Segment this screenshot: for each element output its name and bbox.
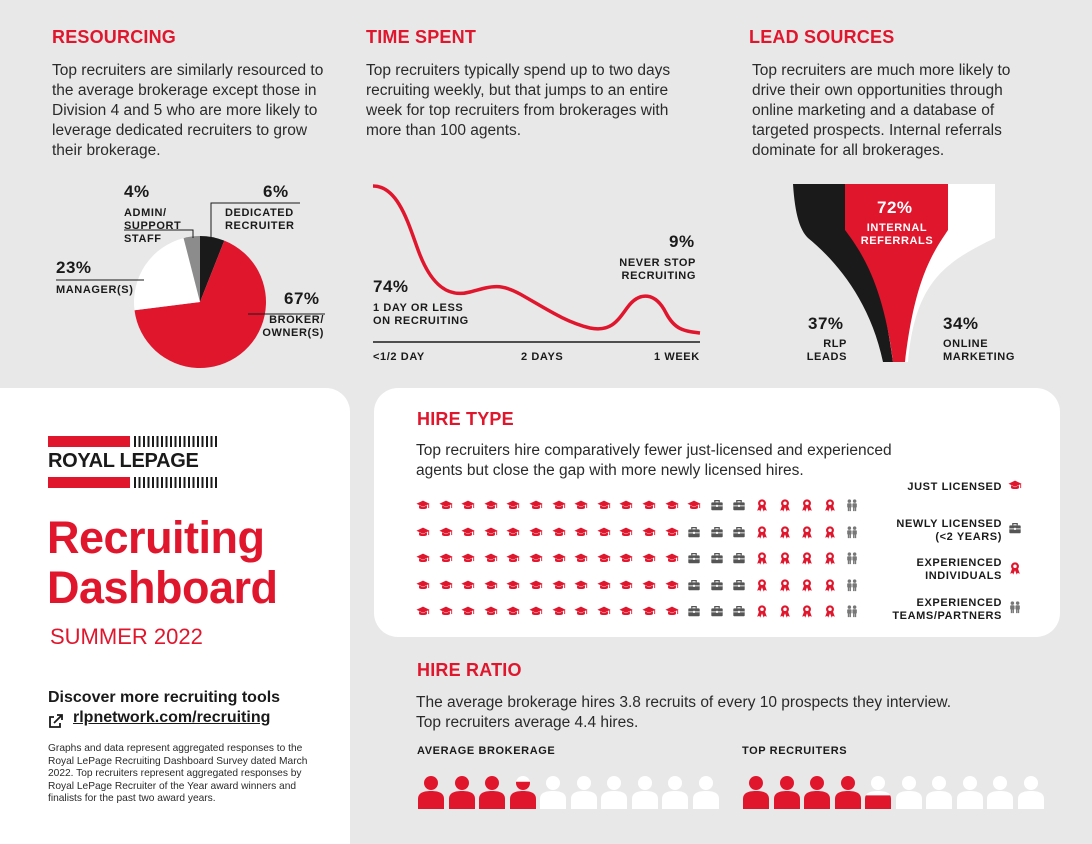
person-icon <box>956 775 984 809</box>
person-icon <box>895 775 923 809</box>
briefcase-icon <box>732 525 746 544</box>
graduation-cap-icon <box>416 525 430 544</box>
graduation-cap-icon <box>529 604 543 623</box>
time-callout-9-label: NEVER STOP RECRUITING <box>619 257 696 282</box>
hire-type-icon-grid <box>416 498 866 623</box>
pie-label-manager-pct: 23% <box>56 258 92 277</box>
briefcase-icon <box>687 604 701 623</box>
graduation-cap-icon <box>642 604 656 623</box>
graduation-cap-icon <box>552 498 566 517</box>
graduation-cap-icon <box>619 498 633 517</box>
graduation-cap-icon <box>461 551 475 570</box>
graduation-cap-icon <box>642 525 656 544</box>
graduation-cap-icon <box>506 604 520 623</box>
graduation-cap-icon <box>642 551 656 570</box>
person-icon <box>570 775 598 809</box>
graduation-cap-icon <box>552 578 566 597</box>
person-icon <box>539 775 567 809</box>
time-axis-start: <1/2 DAY <box>373 351 425 363</box>
time-axis-end: 1 WEEK <box>654 351 700 363</box>
briefcase-icon <box>687 525 701 544</box>
team-icon <box>845 578 859 597</box>
award-ribbon-icon <box>755 525 769 544</box>
lead-online-pct: 34% <box>943 314 979 333</box>
graduation-cap-icon <box>597 578 611 597</box>
graduation-cap-icon <box>484 604 498 623</box>
hire-ratio-text-line2: Top recruiters average 4.4 hires. <box>416 714 639 731</box>
discover-heading: Discover more recruiting tools <box>48 689 281 706</box>
award-ribbon-icon <box>778 551 792 570</box>
briefcase-icon <box>710 578 724 597</box>
graduation-cap-icon <box>597 525 611 544</box>
briefcase-icon <box>687 551 701 570</box>
time-spent-text: Top recruiters typically spend up to two days recruiting weekly, but that jumps to an entire week for top recruiters from brokerages with more than 100 agents. <box>366 62 671 139</box>
dashboard-title-line1: Recruiting <box>47 512 265 563</box>
lead-online-label: ONLINE MARKETING <box>943 338 1016 363</box>
graduation-cap-icon <box>484 498 498 517</box>
hire-type-title: HIRE TYPE <box>417 409 514 429</box>
graduation-cap-icon <box>506 498 520 517</box>
dashboard-title-line2: Dashboard <box>47 562 278 613</box>
resourcing-text: Top recruiters are similarly resourced to the average brokerage except those in Division 4 and 5 who are more likely to leverage dedicated recruiters to grow their brokerage. <box>52 62 324 159</box>
graduation-cap-icon <box>529 551 543 570</box>
graduation-cap-icon <box>552 551 566 570</box>
hire-ratio-title: HIRE RATIO <box>417 660 522 680</box>
award-ribbon-icon <box>755 498 769 517</box>
graduation-cap-icon <box>416 551 430 570</box>
avg-brokerage-label: AVERAGE BROKERAGE <box>417 745 556 757</box>
pie-label-broker-pct: 67% <box>284 289 320 308</box>
team-icon <box>845 604 859 623</box>
award-ribbon-icon <box>823 578 837 597</box>
legend-item <box>890 557 1022 583</box>
award-ribbon-icon <box>778 525 792 544</box>
time-axis-mid: 2 DAYS <box>521 351 564 363</box>
graduation-cap-icon <box>461 578 475 597</box>
award-ribbon-icon <box>800 578 814 597</box>
graduation-cap-icon <box>665 525 679 544</box>
award-ribbon-icon <box>755 604 769 623</box>
person-icon <box>600 775 628 809</box>
graduation-cap-icon <box>484 525 498 544</box>
time-spent-title: TIME SPENT <box>366 27 477 47</box>
pie-label-dedicated-pct: 6% <box>263 182 289 201</box>
team-icon <box>1008 600 1022 619</box>
top-recruiters-people <box>742 775 1042 810</box>
award-ribbon-icon <box>755 551 769 570</box>
pie-label-dedicated: DEDICATED RECRUITER <box>225 207 295 232</box>
briefcase-icon <box>710 551 724 570</box>
time-callout-9-pct: 9% <box>669 232 695 251</box>
lead-rlp-pct: 37% <box>808 314 844 333</box>
graduation-cap-icon <box>597 551 611 570</box>
graduation-cap-icon <box>642 498 656 517</box>
graduation-cap-icon <box>642 578 656 597</box>
graduation-cap-icon <box>529 525 543 544</box>
graduation-cap-icon <box>574 498 588 517</box>
briefcase-icon <box>732 551 746 570</box>
lead-rlp-label: RLP LEADS <box>806 338 847 363</box>
award-ribbon-icon <box>778 604 792 623</box>
award-ribbon-icon <box>800 498 814 517</box>
person-icon <box>661 775 689 809</box>
team-icon <box>845 551 859 570</box>
award-ribbon-icon <box>800 551 814 570</box>
graduation-cap-icon <box>529 498 543 517</box>
legend-label: EXPERIENCED INDIVIDUALS <box>916 557 1002 582</box>
award-ribbon-icon <box>778 578 792 597</box>
person-icon <box>834 775 862 809</box>
team-icon <box>845 525 859 544</box>
award-ribbon-icon <box>823 604 837 623</box>
graduation-cap-icon <box>529 578 543 597</box>
legend-label: EXPERIENCED TEAMS/PARTNERS <box>892 596 1002 622</box>
award-ribbon-icon <box>823 498 837 517</box>
award-ribbon-icon <box>755 578 769 597</box>
briefcase-icon <box>687 578 701 597</box>
person-icon <box>692 775 720 809</box>
lead-internal-pct: 72% <box>877 198 913 217</box>
briefcase-icon <box>732 604 746 623</box>
graduation-cap-icon <box>439 498 453 517</box>
time-callout-74-pct: 74% <box>373 277 409 296</box>
graduation-cap-icon <box>619 578 633 597</box>
graduation-cap-icon <box>461 498 475 517</box>
award-ribbon-icon <box>800 604 814 623</box>
lead-sources-text: Top recruiters are much more likely to drive their own opportunities through online marketing and a database of targeted prospects. Internal referrals dominate for all brokerages. <box>752 62 1011 159</box>
graduation-cap-icon <box>506 551 520 570</box>
award-ribbon-icon <box>823 525 837 544</box>
pie-label-manager: MANAGER(S) <box>56 284 134 296</box>
graduation-cap-icon <box>461 525 475 544</box>
briefcase-icon <box>732 498 746 517</box>
legend-item <box>890 597 1022 623</box>
graduation-cap-icon <box>665 578 679 597</box>
person-icon <box>448 775 476 809</box>
external-link-icon <box>48 713 64 729</box>
graduation-cap-icon <box>506 525 520 544</box>
graduation-cap-icon <box>439 525 453 544</box>
graduation-cap-icon <box>619 525 633 544</box>
recruiting-link[interactable]: rlpnetwork.com/recruiting <box>73 709 271 726</box>
graduation-cap-icon <box>574 578 588 597</box>
legend-label: JUST LICENSED <box>907 481 1002 493</box>
graduation-cap-icon <box>1008 478 1022 497</box>
avg-brokerage-people <box>417 775 717 810</box>
graduation-cap-icon <box>484 578 498 597</box>
award-ribbon-icon <box>778 498 792 517</box>
graduation-cap-icon <box>619 551 633 570</box>
briefcase-icon <box>710 525 724 544</box>
graduation-cap-icon <box>574 604 588 623</box>
graduation-cap-icon <box>665 498 679 517</box>
graduation-cap-icon <box>574 525 588 544</box>
graduation-cap-icon <box>687 498 701 517</box>
graduation-cap-icon <box>439 604 453 623</box>
person-icon <box>803 775 831 809</box>
graduation-cap-icon <box>506 578 520 597</box>
graduation-cap-icon <box>619 604 633 623</box>
team-icon <box>845 498 859 517</box>
logo-wordmark: ROYAL LEPAGE <box>48 450 199 472</box>
legend-item <box>890 518 1022 544</box>
person-icon <box>1017 775 1045 809</box>
person-icon <box>864 775 892 809</box>
footnote: Graphs and data represent aggregated responses to the Royal LePage Recruiting Dashboard Survey dated March 2022. Top recruiters represent aggregated responses by Royal LePage Recruiter of the Year award winners and finalists for the past two award years. <box>48 743 308 804</box>
pie-label-admin: ADMIN/ SUPPORT STAFF <box>124 207 182 245</box>
briefcase-icon <box>710 604 724 623</box>
royal-lepage-logo <box>48 436 218 488</box>
person-icon <box>509 775 537 809</box>
graduation-cap-icon <box>416 604 430 623</box>
pie-label-broker: BROKER/ OWNER(S) <box>262 314 324 339</box>
lead-sources-title: LEAD SOURCES <box>749 27 895 47</box>
graduation-cap-icon <box>552 604 566 623</box>
person-icon <box>478 775 506 809</box>
hire-type-legend <box>870 478 1022 623</box>
season-label: SUMMER 2022 <box>50 624 203 649</box>
graduation-cap-icon <box>597 604 611 623</box>
briefcase-icon <box>710 498 724 517</box>
graduation-cap-icon <box>552 525 566 544</box>
hire-type-text: Top recruiters hire comparatively fewer just-licensed and experienced agents but close the gap with more newly licensed hires. <box>416 442 892 479</box>
legend-label: NEWLY LICENSED (<2 YEARS) <box>896 517 1002 543</box>
person-icon <box>631 775 659 809</box>
top-recruiters-label: TOP RECRUITERS <box>742 745 848 757</box>
graduation-cap-icon <box>574 551 588 570</box>
time-callout-74-label: 1 DAY OR LESS ON RECRUITING <box>373 302 469 327</box>
person-icon <box>773 775 801 809</box>
briefcase-icon <box>732 578 746 597</box>
graduation-cap-icon <box>484 551 498 570</box>
graduation-cap-icon <box>439 551 453 570</box>
lead-sources-funnel <box>0 0 1092 380</box>
person-icon <box>742 775 770 809</box>
hire-ratio-text-line1: The average brokerage hires 3.8 recruits of every 10 prospects they interview. <box>416 694 952 711</box>
award-ribbon-icon <box>800 525 814 544</box>
award-ribbon-icon <box>823 551 837 570</box>
graduation-cap-icon <box>416 578 430 597</box>
person-icon <box>925 775 953 809</box>
lead-internal-label: INTERNAL REFERRALS <box>860 222 934 247</box>
resourcing-title: RESOURCING <box>52 27 177 47</box>
award-ribbon-icon <box>1008 561 1022 580</box>
person-icon <box>417 775 445 809</box>
graduation-cap-icon <box>597 498 611 517</box>
graduation-cap-icon <box>665 604 679 623</box>
graduation-cap-icon <box>416 498 430 517</box>
graduation-cap-icon <box>665 551 679 570</box>
pie-label-admin-pct: 4% <box>124 182 150 201</box>
briefcase-icon <box>1008 521 1022 540</box>
graduation-cap-icon <box>439 578 453 597</box>
graduation-cap-icon <box>461 604 475 623</box>
person-icon <box>986 775 1014 809</box>
legend-item <box>890 478 1022 497</box>
